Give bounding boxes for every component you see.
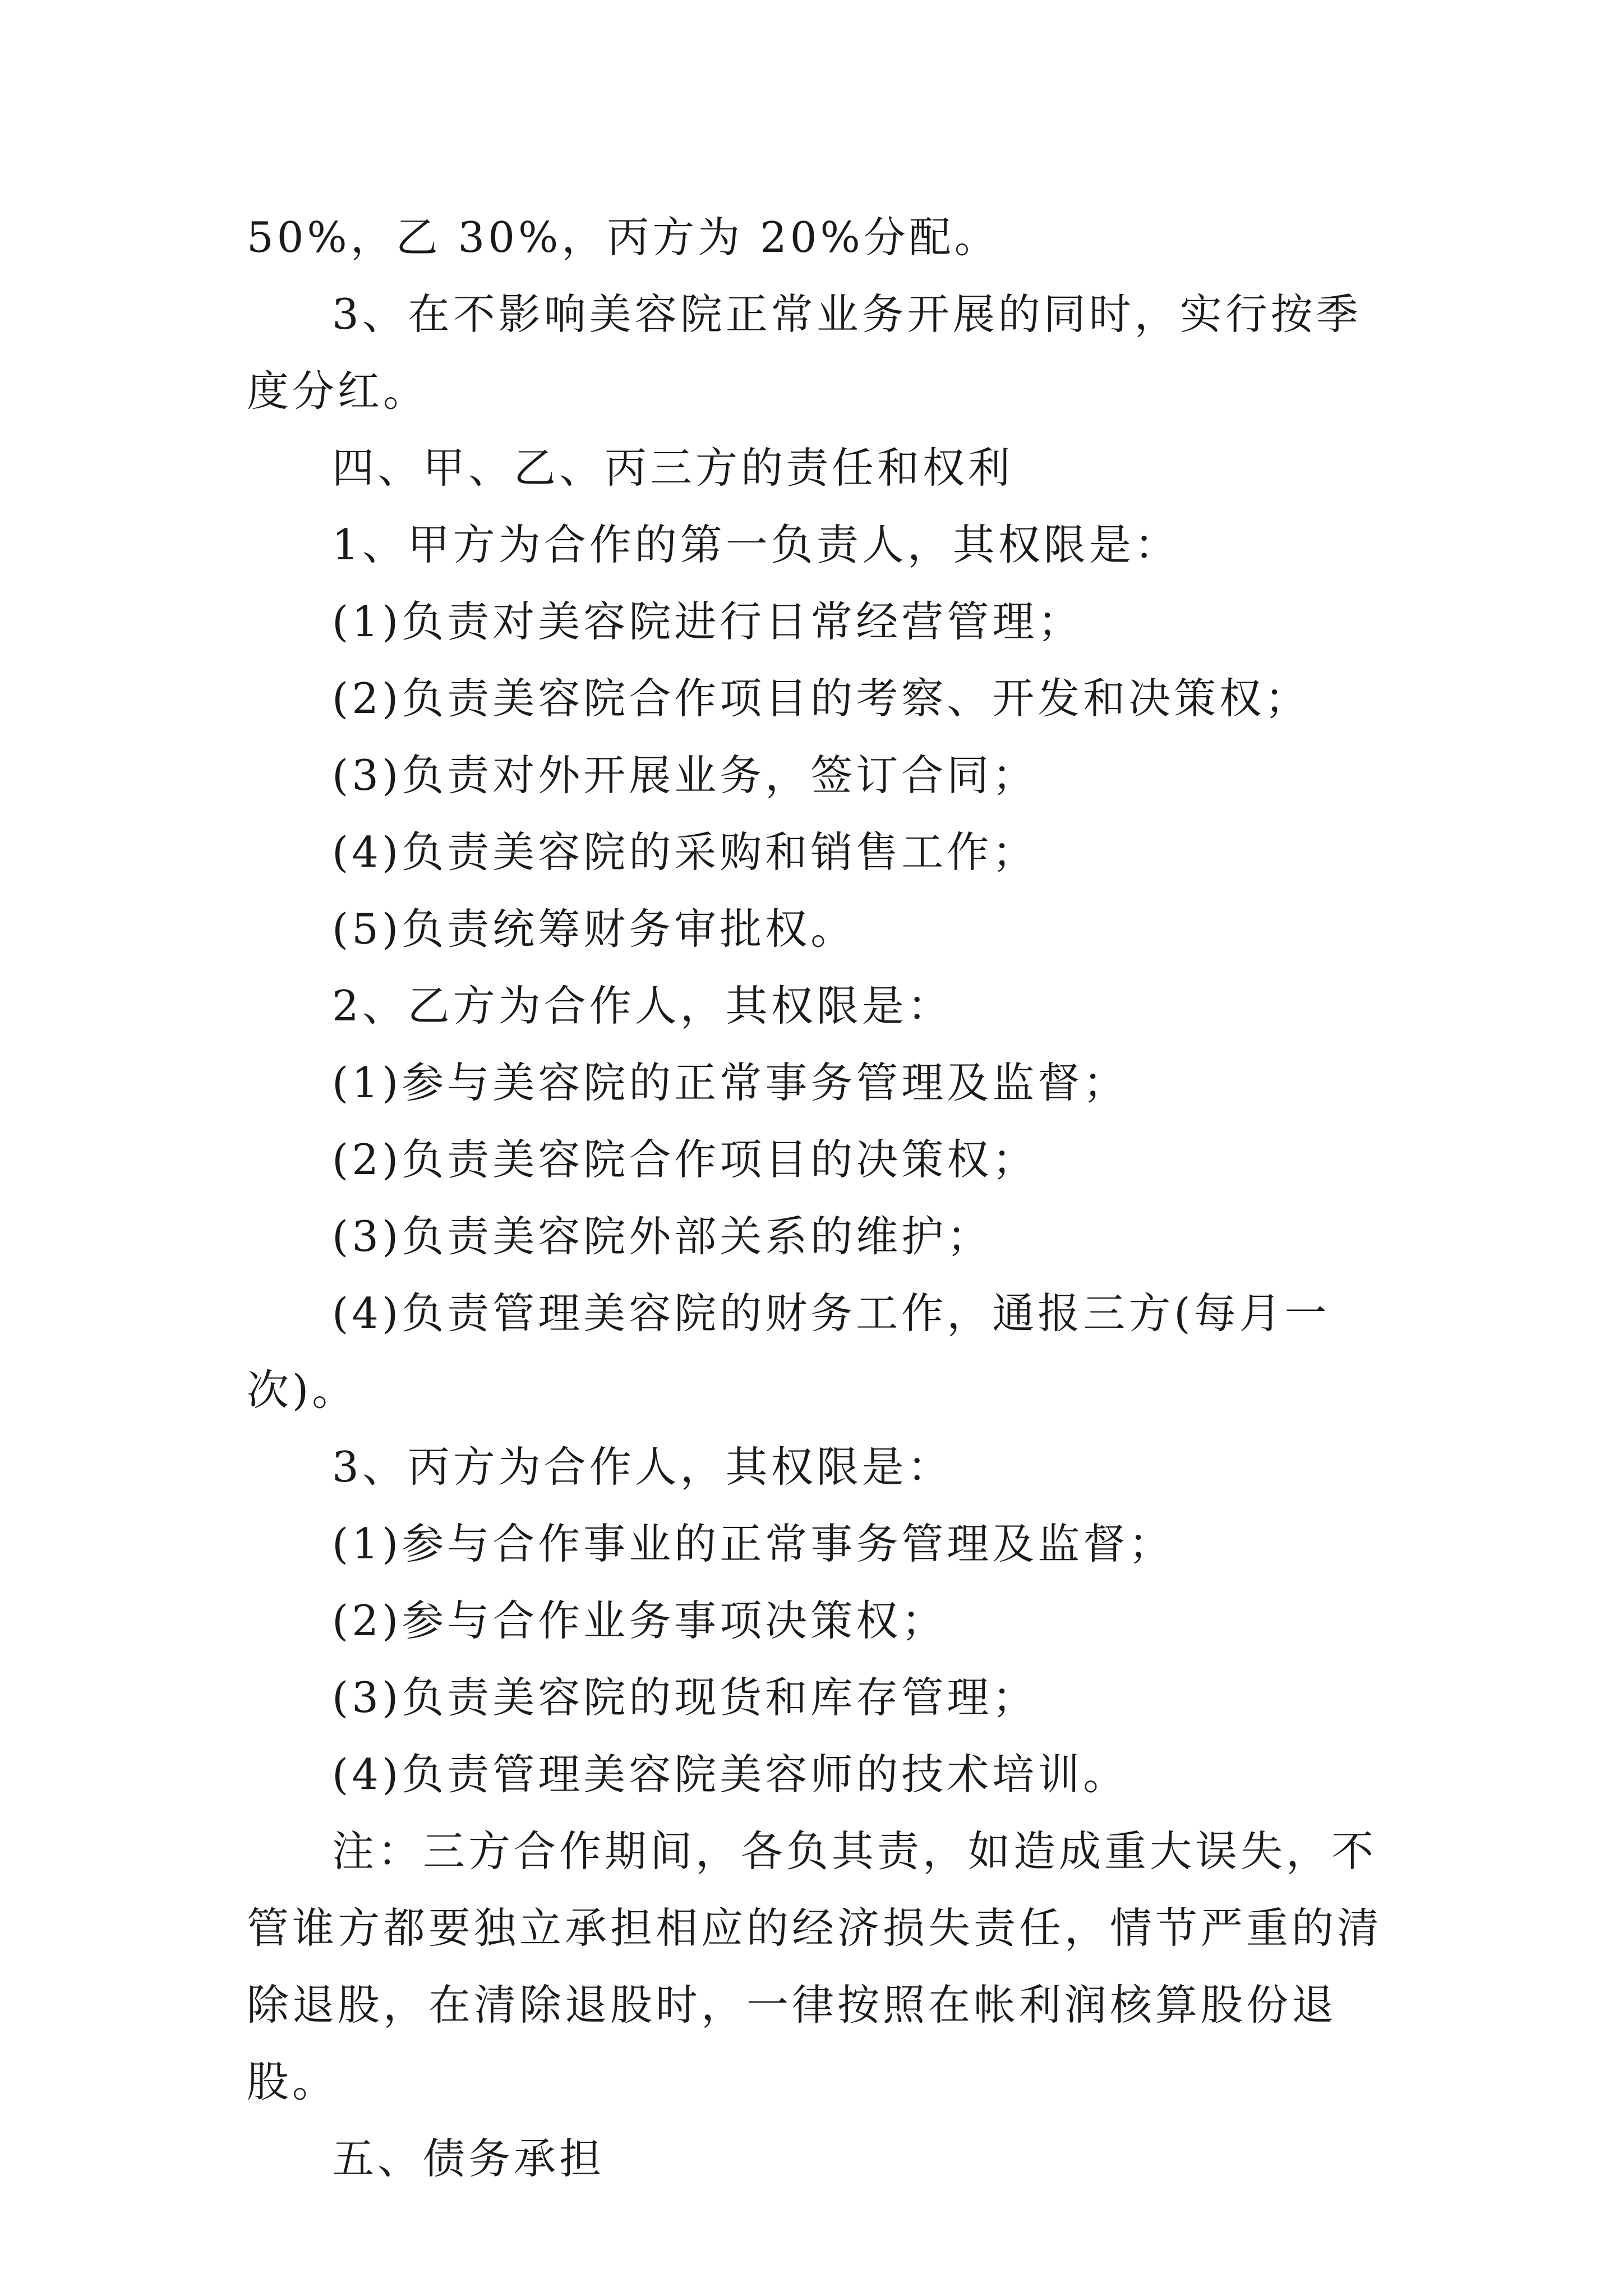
party-b-heading: 2、乙方为合作人，其权限是： [332,981,953,1030]
party-c-item-3: (3)负责美容院的现货和库存管理； [332,1673,1038,1722]
party-b-item-1: (1)参与美容院的正常事务管理及监督； [332,1058,1129,1107]
section-heading-responsibilities: 四、甲、乙、丙三方的责任和权利 [332,443,1014,493]
party-c-item-1: (1)参与合作事业的正常事务管理及监督； [332,1519,1174,1568]
party-c-heading: 3、丙方为合作人，其权限是： [332,1442,953,1492]
party-c-item-2: (2)参与合作业务事项决策权； [332,1596,947,1645]
party-c-item-4: (4)负责管理美容院美容师的技术培训。 [332,1750,1129,1799]
party-a-heading: 1、甲方为合作的第一负责人，其权限是： [332,520,1180,569]
party-a-item-4: (4)负责美容院的采购和销售工作； [332,827,1038,877]
note-paragraph: 注：三方合作期间，各负其责，如造成重大误失，不管谁方都要独立承担相应的经济损失责任，情节严重的清除退股，在清除退股时，一律按照在帐利润核算股份退股。 [247,1826,1383,2106]
party-b-item-2: (2)负责美容院合作项目的决策权； [332,1135,1038,1184]
party-a-item-5: (5)负责统筹财务审批权。 [332,904,856,954]
section-heading-debt: 五、债务承担 [332,2134,605,2183]
party-a-item-1: (1)负责对美容院进行日常经营管理； [332,597,1083,646]
document-body [247,199,1402,2197]
party-b-item-4: (4)负责管理美容院的财务工作，通报三方(每月一次)。 [247,1289,1330,1415]
party-b-item-3: (3)负责美容院外部关系的维护； [332,1212,993,1261]
party-a-item-3: (3)负责对外开展业务，签订合同； [332,751,1038,800]
paragraph-dividend-quarterly: 3、在不影响美容院正常业务开展的同时，实行按季度分红。 [247,289,1362,416]
paragraph-continuation: 50%，乙 30%，丙方为 20%分配。 [247,213,1000,262]
party-a-item-2: (2)负责美容院合作项目的考察、开发和决策权； [332,674,1311,723]
